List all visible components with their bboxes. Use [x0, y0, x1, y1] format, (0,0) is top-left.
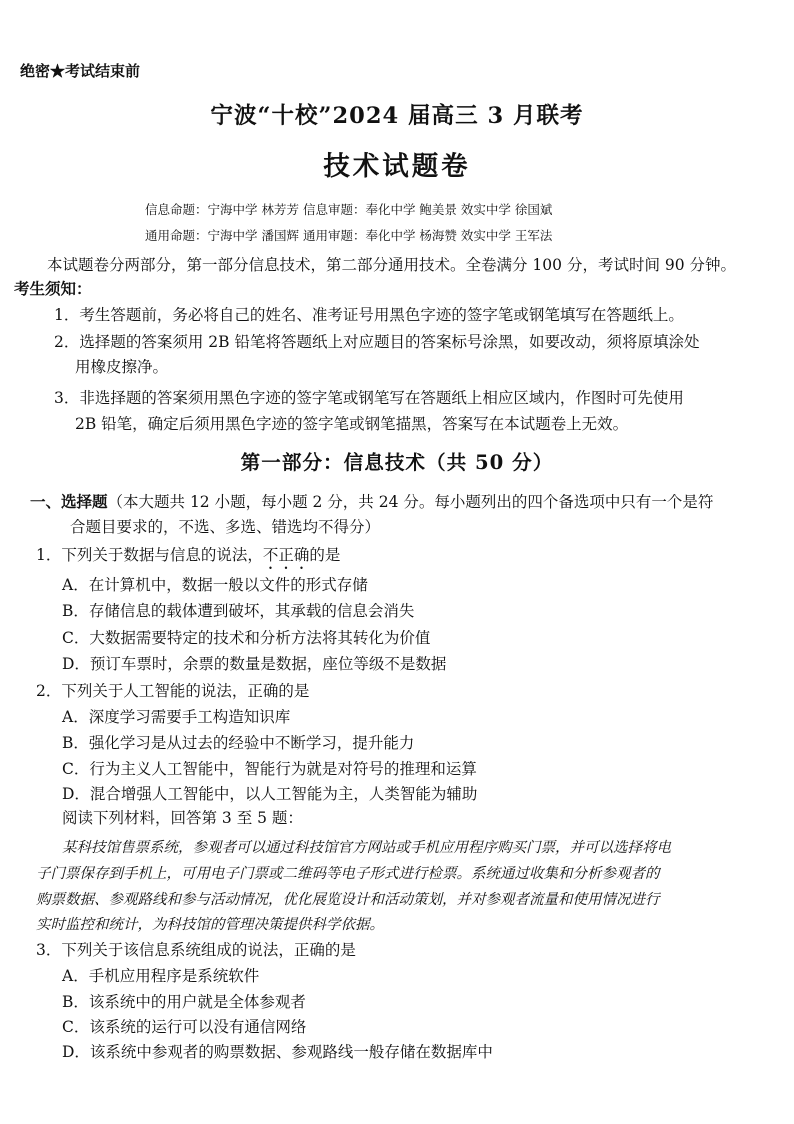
- question-2-option-c: C．行为主义人工智能中，智能行为就是对符号的推理和运算: [62, 760, 477, 778]
- question-1-option-b: B．存储信息的载体遭到破坏，其承载的信息会消失: [62, 602, 415, 620]
- authors-info-line: 信息命题：宁海中学 林芳芳 信息审题：奉化中学 鲍美景 效实中学 徐国斌: [145, 202, 553, 217]
- question-3-option-b: B．该系统中的用户就是全体参观者: [62, 993, 306, 1011]
- choice-label: 一、选择题: [30, 492, 108, 511]
- material-line-1: 某科技馆售票系统，参观者可以通过科技馆官方网站或手机应用程序购买门票，并可以选择将电: [62, 840, 671, 856]
- material-line-4: 实时监控和统计，为科技馆的管理决策提供科学依据。: [36, 917, 384, 933]
- question-1-stem: [36, 543, 340, 573]
- notice-item-3-line-2: 2B 铅笔，确定后须用黑色字迹的签字笔或钢笔描黑，答案写在本试题卷上无效。: [75, 415, 629, 433]
- question-1-option-d: D．预订车票时，余票的数量是数据，座位等级不是数据: [62, 655, 447, 673]
- question-2-option-d: D．混合增强人工智能中，以人工智能为主，人类智能为辅助: [62, 785, 478, 803]
- paper-intro: 本试题卷分两部分，第一部分信息技术，第二部分通用技术。全卷满分 100 分，考试时间 90 分钟。: [47, 256, 737, 274]
- question-1-option-c: C．大数据需要特定的技术和分析方法将其转化为价值: [62, 629, 431, 647]
- question-1-stem-after: 的是: [309, 546, 341, 564]
- question-2-option-b: B．强化学习是从过去的经验中不断学习，提升能力: [62, 734, 415, 752]
- question-2-option-a: A．深度学习需要手工构造知识库: [62, 708, 291, 726]
- exam-title: 宁波“十校”2024 届高三 3 月联考: [210, 103, 584, 129]
- question-3-stem: 3．下列关于该信息系统组成的说法，正确的是: [36, 941, 356, 959]
- question-3-option-d: D．该系统中参观者的购票数据、参观路线一般存储在数据库中: [62, 1043, 493, 1061]
- section-title: 第一部分：信息技术（共 50 分）: [240, 451, 554, 474]
- choice-intro-line-1: [30, 490, 713, 512]
- notice-heading: 考生须知：: [14, 279, 92, 298]
- question-1-emphasis: 不正确: [262, 546, 310, 564]
- paper-subtitle: 技术试题卷: [323, 151, 471, 182]
- confidential-label: 绝密★考试结束前: [20, 62, 141, 80]
- choice-intro-line-2: 合题目要求的，不选、多选、错选均不得分）: [70, 518, 381, 536]
- question-1-stem-before: 1．下列关于数据与信息的说法，: [36, 546, 263, 564]
- question-3-option-a: A．手机应用程序是系统软件: [62, 967, 260, 985]
- question-2-stem: 2．下列关于人工智能的说法，正确的是: [36, 682, 310, 700]
- choice-intro-rest: （本大题共 12 小题，每小题 2 分，共 24 分。每小题列出的四个备选项中只有一个是符: [107, 493, 714, 511]
- notice-item-3-line-1: 3．非选择题的答案须用黑色字迹的签字笔或钢笔写在答题纸上相应区域内，作图时可先使用: [54, 389, 684, 407]
- notice-item-2-line-1: 2．选择题的答案须用 2B 铅笔将答题纸上对应题目的答案标号涂黑，如要改动，须将原填涂处: [54, 333, 700, 351]
- notice-item-2-line-2: 用橡皮擦净。: [75, 358, 169, 376]
- authors-general-line: 通用命题：宁海中学 潘国辉 通用审题：奉化中学 杨海赞 效实中学 王军法: [145, 228, 553, 243]
- material-line-2: 子门票保存到手机上，可用电子门票或二维码等电子形式进行检票。系统通过收集和分析参观者的: [36, 866, 660, 882]
- reading-prompt: 阅读下列材料，回答第 3 至 5 题：: [62, 809, 303, 827]
- material-line-3: 购票数据、参观路线和参与活动情况，优化展览设计和活动策划，并对参观者流量和使用情况进行: [36, 892, 660, 908]
- question-3-option-c: C．该系统的运行可以没有通信网络: [62, 1018, 307, 1036]
- question-1-option-a: A．在计算机中，数据一般以文件的形式存储: [62, 576, 368, 594]
- notice-item-1: 1．考生答题前，务必将自己的姓名、准考证号用黑色字迹的签字笔或钢笔填写在答题纸上。: [54, 306, 684, 324]
